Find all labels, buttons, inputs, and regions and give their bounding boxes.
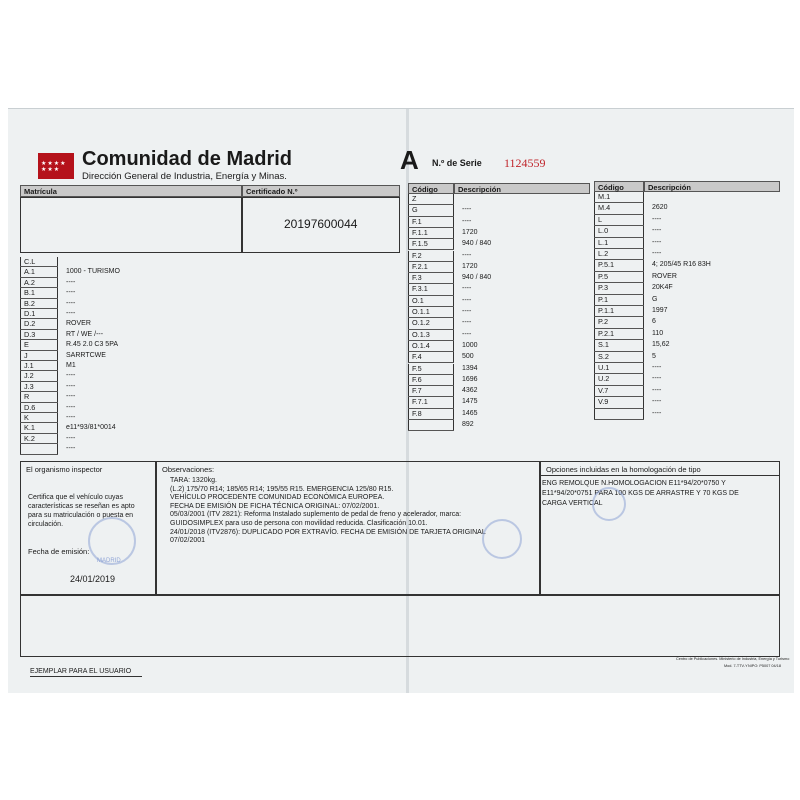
row-value: 1465 xyxy=(462,409,478,417)
table-row xyxy=(594,374,662,385)
table-row xyxy=(20,361,76,371)
table-row xyxy=(594,397,662,408)
row-value: ---- xyxy=(66,289,76,297)
table-row xyxy=(594,271,677,283)
row-code: D.3 xyxy=(20,330,58,339)
text-line: CARGA VERTICAL xyxy=(542,500,603,507)
row-value: 1394 xyxy=(462,364,478,372)
table-row xyxy=(408,261,478,273)
text-line: (L.2) 175/70 R14; 185/65 R14; 195/55 R15. EMERGENCIA 125/80 R15. xyxy=(170,485,394,493)
table-row xyxy=(20,350,106,361)
row-code: L.1 xyxy=(594,238,644,248)
table-row xyxy=(20,423,116,433)
table-row xyxy=(408,205,472,216)
table-row xyxy=(408,340,478,352)
table-row xyxy=(408,352,474,363)
row-value: 1696 xyxy=(462,375,478,383)
row-value: RT / WE /--- xyxy=(66,330,104,338)
table-row xyxy=(408,397,478,408)
row-code: K.2 xyxy=(20,434,58,443)
row-code: F.8 xyxy=(408,409,454,419)
row-value: 940 / 840 xyxy=(462,274,492,282)
row-code: O.1.2 xyxy=(408,318,454,328)
text-line: GUIDOSIMPLEX para uso de persona con movilidad reducida. Clasificación 10.01. xyxy=(170,519,428,527)
row-code: L xyxy=(594,215,644,225)
row-code: F.6 xyxy=(408,375,454,385)
table-row xyxy=(408,307,472,318)
inspector-title: El organismo inspector xyxy=(26,465,103,474)
row-value: 940 / 840 xyxy=(462,240,492,248)
opciones-stamp xyxy=(592,487,626,521)
text-line: 05/03/2001 (ITV 2821): Reforma Instalado suplemento de pedal de freno y acelerador, marca: xyxy=(170,511,462,519)
table-row xyxy=(20,433,76,444)
row-code: P.2.1 xyxy=(594,329,644,339)
row-value: ---- xyxy=(652,227,662,235)
vehicle-technical-card xyxy=(8,108,794,693)
table-row xyxy=(594,317,656,328)
row-value: ---- xyxy=(462,251,472,259)
row-value: ---- xyxy=(462,308,472,315)
table-row xyxy=(20,413,76,423)
mid-code-table xyxy=(408,194,590,434)
row-value: 5 xyxy=(652,352,656,360)
fecha-emision-value: 24/01/2019 xyxy=(70,574,116,584)
table-row xyxy=(594,226,662,237)
table-row xyxy=(20,288,76,298)
bottom-blank-box xyxy=(20,595,780,657)
row-code: M.4 xyxy=(594,203,644,213)
table-row xyxy=(408,227,478,239)
row-value: 110 xyxy=(652,329,664,337)
row-code: K.1 xyxy=(20,423,58,432)
row-code xyxy=(594,409,644,419)
row-code: J xyxy=(20,351,58,360)
table-row xyxy=(20,340,119,350)
row-code: L.2 xyxy=(594,249,644,259)
opciones-title: Opciones incluidas en la homologación de tipo xyxy=(546,465,701,474)
fecha-emision-label: Fecha de emisión: xyxy=(28,547,90,556)
row-value: ---- xyxy=(652,386,662,394)
row-value: ---- xyxy=(652,250,662,257)
row-code: P.5.1 xyxy=(594,260,644,270)
matricula-box xyxy=(20,197,242,253)
row-code: V.9 xyxy=(594,397,644,407)
row-value: ---- xyxy=(652,375,662,383)
row-code: B.1 xyxy=(20,288,58,297)
table-row xyxy=(20,371,76,381)
row-value: ---- xyxy=(66,414,76,421)
row-value: ---- xyxy=(66,382,76,390)
footer-left: EJEMPLAR PARA EL USUARIO xyxy=(30,668,132,675)
table-row xyxy=(408,318,472,329)
row-code: P.1.1 xyxy=(594,306,644,316)
row-code: D.1 xyxy=(20,309,58,318)
row-code: F.2.1 xyxy=(408,262,454,272)
table-row xyxy=(20,309,76,319)
row-value: R.45 2.0 C3 5PA xyxy=(66,341,119,349)
text-line: ENG REMOLQUE N.HOMOLOGACION E11*94/20*0750 Y xyxy=(542,480,726,487)
row-code: F.1.5 xyxy=(408,239,454,249)
star-icons: ★★★★ ★★★ xyxy=(41,161,67,173)
row-value: ---- xyxy=(462,319,472,327)
row-code: O.1.3 xyxy=(408,330,454,340)
table-row xyxy=(408,329,472,341)
table-row xyxy=(408,250,472,262)
row-code: F.4 xyxy=(408,352,454,362)
table-row xyxy=(20,319,91,329)
table-row xyxy=(594,306,668,317)
row-code: J.3 xyxy=(20,382,58,391)
row-code: O.1 xyxy=(408,296,454,306)
row-value: G xyxy=(652,295,658,303)
row-value: 892 xyxy=(462,421,474,428)
row-value: ---- xyxy=(66,434,76,442)
table-row xyxy=(594,214,662,226)
row-code: F.2 xyxy=(408,251,454,261)
row-value: ---- xyxy=(66,278,76,286)
row-code: F.3 xyxy=(408,273,454,283)
mid-col-code: Código xyxy=(408,183,454,194)
org-title: Comunidad de Madrid xyxy=(82,148,292,170)
table-row xyxy=(408,420,474,431)
observaciones-title: Observaciones: xyxy=(162,465,215,474)
row-value: ---- xyxy=(462,296,472,304)
row-value: 1000 - TURISMO xyxy=(66,268,120,276)
row-code xyxy=(20,444,58,453)
right-col-code: Código xyxy=(594,181,644,192)
table-row xyxy=(594,203,668,214)
certificado-number: 20197600044 xyxy=(284,217,358,231)
table-row xyxy=(408,295,472,307)
row-value: 2620 xyxy=(652,204,668,212)
table-row xyxy=(20,444,76,454)
observaciones-text xyxy=(170,477,536,546)
series-label: N.º de Serie xyxy=(432,158,482,168)
table-row xyxy=(408,194,454,205)
table-row xyxy=(594,294,658,306)
row-value: ---- xyxy=(462,206,472,214)
row-code: M.1 xyxy=(594,192,644,202)
table-row xyxy=(20,277,76,288)
row-value: SARRTCWE xyxy=(66,351,106,359)
row-value: ROVER xyxy=(66,320,91,328)
row-value: ---- xyxy=(652,409,662,417)
table-row xyxy=(408,216,472,228)
row-value: ---- xyxy=(652,238,662,246)
row-value: 15,62 xyxy=(652,341,670,349)
dept-subtitle: Dirección General de Industria, Energía y Minas. xyxy=(82,171,287,182)
row-value: 1720 xyxy=(462,262,478,270)
table-row xyxy=(20,381,76,392)
table-row xyxy=(20,392,76,402)
row-value: 1000 xyxy=(462,341,478,349)
certificado-label: Certificado N.º xyxy=(242,185,400,197)
mid-col-desc: Descripción xyxy=(454,183,590,194)
row-value: ---- xyxy=(66,393,76,401)
row-value: ---- xyxy=(66,445,76,453)
inspector-cert-text: Certifica que el vehículo cuyas características se reseñan es apto para su matriculación o puesta en circulación. xyxy=(28,494,135,528)
row-code: E xyxy=(20,340,58,349)
row-code: C.L xyxy=(20,257,58,266)
opciones-text xyxy=(542,479,778,509)
row-code: A.2 xyxy=(20,278,58,287)
row-value: ---- xyxy=(652,364,662,371)
row-value: ---- xyxy=(462,217,472,225)
table-row xyxy=(594,237,662,249)
left-code-table xyxy=(20,257,400,462)
row-code: F.1.1 xyxy=(408,228,454,238)
table-row xyxy=(408,386,478,397)
series-number: 1124559 xyxy=(504,156,546,170)
row-code: P.1 xyxy=(594,295,644,305)
row-code: O.1.4 xyxy=(408,341,454,351)
row-code: U.2 xyxy=(594,374,644,384)
table-row xyxy=(594,283,673,294)
footer-right-2: Mod. 7-TTV-Y xyxy=(724,664,748,668)
row-code: V.7 xyxy=(594,386,644,396)
row-code: F.3.1 xyxy=(408,284,454,294)
table-row xyxy=(594,409,662,420)
text-line: FECHA DE EMISIÓN DE FICHA TÉCNICA ORIGINAL: 07/02/2001. xyxy=(170,502,380,510)
row-code: D.2 xyxy=(20,319,58,328)
row-value: 6 xyxy=(652,318,656,326)
matricula-label: Matrícula xyxy=(20,185,242,197)
table-row xyxy=(20,257,58,267)
row-value: ---- xyxy=(652,215,662,223)
table-row xyxy=(20,298,76,309)
row-code: R xyxy=(20,392,58,401)
table-row xyxy=(594,192,644,203)
row-value: ---- xyxy=(66,299,76,307)
row-value: e11*93/81*0014 xyxy=(66,424,116,432)
row-code: U.1 xyxy=(594,363,644,373)
row-value: ---- xyxy=(462,330,472,338)
row-code: J.1 xyxy=(20,361,58,370)
table-row xyxy=(408,363,478,375)
table-row xyxy=(594,249,662,260)
row-code: O.1.1 xyxy=(408,307,454,317)
table-row xyxy=(594,351,656,363)
row-value: 4; 205/45 R16 83H xyxy=(652,261,711,269)
row-value: ROVER xyxy=(652,272,677,280)
row-code: K xyxy=(20,413,58,422)
table-row xyxy=(20,329,104,340)
opciones-inner xyxy=(540,475,780,476)
row-value: ---- xyxy=(652,398,662,406)
footer-right-3: NIPO: P5007 04/18 xyxy=(748,664,781,668)
row-value: ---- xyxy=(462,285,472,293)
row-code: D.6 xyxy=(20,403,58,412)
row-code: A.1 xyxy=(20,267,58,276)
row-code: F.1 xyxy=(408,217,454,227)
row-code: P.3 xyxy=(594,283,644,293)
row-value: M1 xyxy=(66,362,76,369)
table-row xyxy=(20,267,120,277)
row-code: F.5 xyxy=(408,364,454,374)
table-row xyxy=(594,385,662,397)
row-code: L.0 xyxy=(594,226,644,236)
table-row xyxy=(20,402,76,413)
row-code: B.2 xyxy=(20,299,58,308)
row-code: F.7 xyxy=(408,386,454,396)
table-row xyxy=(408,408,478,420)
text-line: E11*94/20*0751 PARA 100 KGS DE ARRASTRE Y 70 KGS DE xyxy=(542,490,739,497)
row-value: 1720 xyxy=(462,228,478,236)
table-row xyxy=(408,273,492,284)
row-value: ---- xyxy=(66,403,76,411)
table-row xyxy=(408,374,478,386)
row-code: P.5 xyxy=(594,272,644,282)
text-line: VEHÍCULO PROCEDENTE COMUNIDAD ECONÓMICA EUROPEA. xyxy=(170,494,385,502)
row-code: G xyxy=(408,205,454,215)
right-code-table xyxy=(594,192,780,422)
row-value: ---- xyxy=(66,372,76,380)
row-value: 1997 xyxy=(652,307,668,314)
row-value: ---- xyxy=(66,310,76,317)
text-line: TARA: 1320kg. xyxy=(170,477,217,484)
row-value: 4362 xyxy=(462,387,478,395)
row-value: 1475 xyxy=(462,398,478,406)
text-line: 24/01/2018 (ITV2876): DUPLICADO POR EXTRAVÍO. FECHA DE EMISIÓN DE TARJETA ORIGINAL xyxy=(170,528,486,536)
table-row xyxy=(594,340,670,351)
row-code: J.2 xyxy=(20,371,58,380)
series-letter: A xyxy=(400,145,419,175)
row-value: 500 xyxy=(462,353,474,361)
row-value: 20K4F xyxy=(652,284,673,292)
footer-right-1: Centro de Publicaciones. Ministerio de Industria, Energía y Turismo xyxy=(676,657,790,661)
row-code: S.2 xyxy=(594,352,644,362)
table-row xyxy=(408,239,492,250)
observaciones-stamp xyxy=(482,519,522,559)
row-code: P.2 xyxy=(594,317,644,327)
table-row xyxy=(408,284,472,295)
row-code xyxy=(408,420,454,430)
table-row xyxy=(594,363,662,374)
footer-underline xyxy=(30,676,142,677)
text-line: 07/02/2001 xyxy=(170,537,206,545)
right-col-desc: Descripción xyxy=(644,181,780,192)
row-code: S.1 xyxy=(594,340,644,350)
row-code: Z xyxy=(408,194,454,204)
table-row xyxy=(594,260,711,271)
row-code: F.7.1 xyxy=(408,397,454,407)
inspector-stamp-text: MADRID xyxy=(97,558,121,564)
table-row xyxy=(594,328,664,340)
